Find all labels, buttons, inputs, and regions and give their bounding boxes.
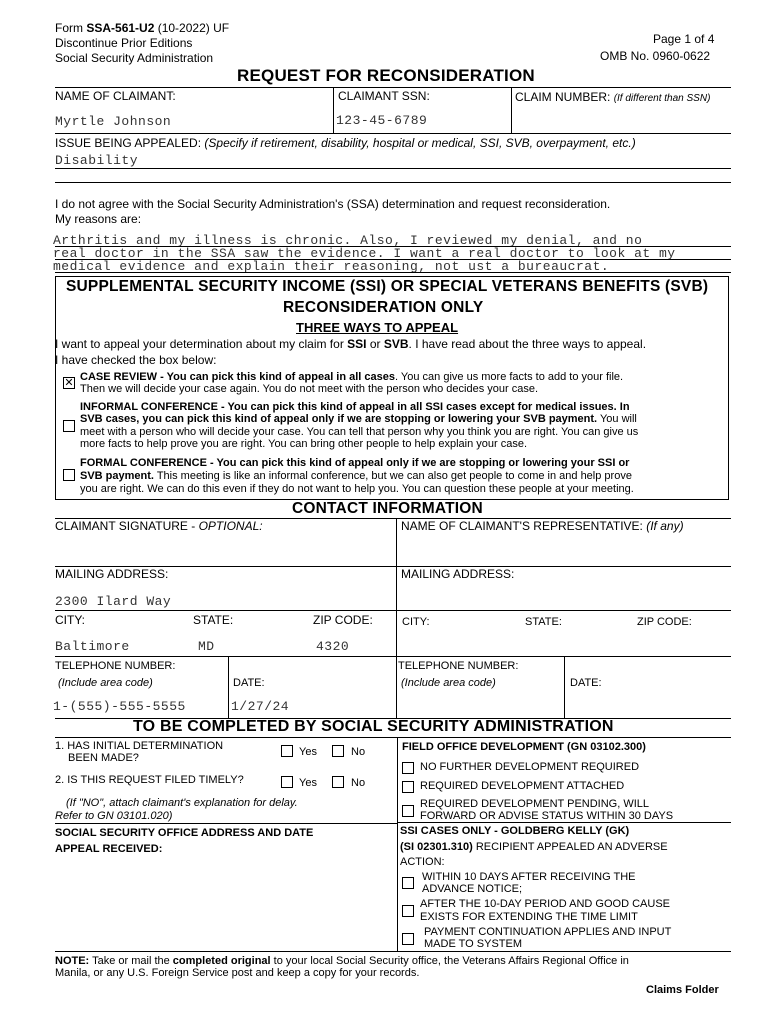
- q1-yes-label: Yes: [299, 746, 317, 758]
- gk-heading: SSI CASES ONLY - GOLDBERG KELLY (GK): [400, 825, 630, 837]
- ssi-instruction: I have checked the box below:: [55, 353, 217, 367]
- formal-conference-text-2: SVB payment. This meeting is like an informal conference, but we can also get people to come in and help prove: [80, 470, 632, 482]
- office-address-field[interactable]: [55, 858, 393, 948]
- fod-no-further-checkbox[interactable]: [402, 762, 414, 774]
- fod-attached-checkbox[interactable]: [402, 781, 414, 793]
- footer-note-2: Manila, or any U.S. Foreign Service post and keep a copy for your records.: [55, 967, 420, 979]
- q2-yes-checkbox[interactable]: [281, 776, 293, 788]
- claim-number-label: CLAIM NUMBER: (If different than SSN): [515, 90, 711, 104]
- rep-phone-note: (Include area code): [401, 677, 496, 689]
- gk-payment-label: PAYMENT CONTINUATION APPLIES AND INPUT: [424, 926, 672, 938]
- informal-conference-text-2: SVB cases, you can pick this kind of appeal only if we are stopping or lowering your SVB payment. You will: [80, 413, 637, 425]
- signature-field[interactable]: [55, 535, 393, 563]
- form-title: REQUEST FOR RECONSIDERATION: [237, 66, 535, 85]
- q1-no-checkbox[interactable]: [332, 745, 344, 757]
- ssa-heading: TO BE COMPLETED BY SOCIAL SECURITY ADMINISTRATION: [133, 718, 614, 735]
- rep-city-state-zip-field[interactable]: [400, 632, 728, 654]
- case-review-text-2: Then we will decide your case again. You do not meet with the person who decides your case.: [80, 383, 538, 395]
- ssi-intro: I want to appeal your determination about my claim for SSI or SVB. I have read about the three ways to appeal.: [55, 337, 647, 351]
- fod-pending-label-2: FORWARD OR ADVISE STATUS WITHIN 30 DAYS: [420, 810, 674, 822]
- claims-folder-label: Claims Folder: [646, 984, 719, 996]
- gk-after-10-label-2: EXISTS FOR EXTENDING THE TIME LIMIT: [420, 911, 638, 923]
- issue-label: ISSUE BEING APPEALED: (Specify if retirement, disability, hospital or medical, SSI, SVB, overpayment, etc.): [55, 136, 636, 150]
- fod-pending-label: REQUIRED DEVELOPMENT PENDING, WILL: [420, 798, 650, 810]
- mailing-address-field[interactable]: 2300 Ilard Way: [55, 594, 172, 609]
- informal-conference-text-4: more facts to help prove you are right. You can bring other people to help explain your case.: [80, 438, 528, 450]
- claimant-ssn-field[interactable]: 123-45-6789: [336, 113, 428, 128]
- zip-field[interactable]: 4320: [316, 639, 350, 654]
- contact-heading: CONTACT INFORMATION: [292, 500, 483, 517]
- fod-pending-checkbox[interactable]: [402, 805, 414, 817]
- delay-note-2: Refer to GN 03101.020): [55, 810, 173, 822]
- gk-within-10-label-2: ADVANCE NOTICE;: [422, 883, 523, 895]
- fod-no-further-label: NO FURTHER DEVELOPMENT REQUIRED: [420, 761, 640, 773]
- three-ways-heading: THREE WAYS TO APPEAL: [296, 320, 459, 335]
- ssi-title: SUPPLEMENTAL SECURITY INCOME (SSI) OR SPECIAL VETERANS BENEFITS (SVB): [66, 278, 709, 295]
- q1-label: 1. HAS INITIAL DETERMINATION: [55, 740, 224, 752]
- claimant-ssn-label: CLAIMANT SSN:: [338, 89, 430, 103]
- informal-conference-text: INFORMAL CONFERENCE - You can pick this kind of appeal in all SSI cases except for medical issues. In: [80, 401, 630, 413]
- state-label: STATE:: [193, 613, 234, 627]
- rep-phone-label: TELEPHONE NUMBER:: [398, 660, 519, 672]
- rep-zip-label: ZIP CODE:: [637, 616, 692, 628]
- q2-label: 2. IS THIS REQUEST FILED TIMELY?: [55, 774, 244, 786]
- rep-mailing-address-label: MAILING ADDRESS:: [401, 567, 515, 581]
- city-field[interactable]: Baltimore: [55, 639, 130, 654]
- mailing-address-label: MAILING ADDRESS:: [55, 567, 169, 581]
- case-review-text: CASE REVIEW - You can pick this kind of appeal in all cases. You can give us more facts to add to your file.: [80, 371, 624, 383]
- city-label: CITY:: [55, 613, 86, 627]
- q1-no-label: No: [351, 746, 366, 758]
- page-number: Page 1 of 4: [653, 32, 715, 46]
- rep-city-label: CITY:: [402, 616, 430, 628]
- claimant-name-field[interactable]: Myrtle Johnson: [55, 114, 172, 129]
- formal-conference-text: FORMAL CONFERENCE - You can pick this kind of appeal only if we are stopping or lowering your SSI or: [80, 457, 630, 469]
- date-field[interactable]: 1/27/24: [231, 699, 290, 714]
- reasons-statement: I do not agree with the Social Security Administration's (SSA) determination and request reconsideration.: [55, 197, 611, 211]
- omb-number: OMB No. 0960-0622: [600, 49, 711, 63]
- rep-date-field[interactable]: [568, 694, 728, 714]
- discontinue-note: Discontinue Prior Editions: [55, 36, 193, 50]
- reasons-label: My reasons are:: [55, 212, 142, 226]
- state-field[interactable]: MD: [198, 639, 215, 654]
- zip-label: ZIP CODE:: [313, 613, 373, 627]
- phone-field[interactable]: 1-(555)-555-5555: [53, 699, 186, 714]
- office-address-label-2: APPEAL RECEIVED:: [55, 843, 163, 855]
- office-address-label: SOCIAL SECURITY OFFICE ADDRESS AND DATE: [55, 827, 314, 839]
- gk-payment-checkbox[interactable]: [402, 933, 414, 945]
- rep-date-label: DATE:: [570, 677, 602, 689]
- formal-conference-text-3: you are right. We can do this even if they do not want to help you. You can question these people at your meeting.: [80, 483, 634, 495]
- q1-yes-checkbox[interactable]: [281, 745, 293, 757]
- fod-attached-label: REQUIRED DEVELOPMENT ATTACHED: [420, 780, 625, 792]
- delay-note: (If "NO", attach claimant's explanation for delay.: [66, 797, 298, 809]
- footer-note: NOTE: Take or mail the completed original to your local Social Security office, the Veterans Affairs Regional Office in: [55, 955, 629, 967]
- gk-description: (SI 02301.310) RECIPIENT APPEALED AN ADVERSE: [400, 841, 668, 853]
- rep-mailing-address-field[interactable]: [400, 585, 728, 607]
- rep-state-label: STATE:: [525, 616, 562, 628]
- claimant-name-label: NAME OF CLAIMANT:: [55, 89, 176, 103]
- fod-heading: FIELD OFFICE DEVELOPMENT (GN 03102.300): [402, 741, 646, 753]
- formal-conference-checkbox[interactable]: [63, 469, 75, 481]
- form-id: Form SSA-561-U2 (10-2022) UF: [55, 21, 230, 35]
- reasons-field[interactable]: Arthritis and my illness is chronic. Also, I reviewed my denial, and no real doctor in the SSA saw the evidence. I want a real doctor to look at my medical evidence and explain their reasoning, not ust a bureaucrat.: [53, 233, 676, 274]
- issue-field[interactable]: Disability: [55, 153, 139, 168]
- agency-name: Social Security Administration: [55, 51, 214, 65]
- informal-conference-checkbox[interactable]: [63, 420, 75, 432]
- q2-no-checkbox[interactable]: [332, 776, 344, 788]
- signature-label: CLAIMANT SIGNATURE - OPTIONAL:: [55, 519, 263, 533]
- gk-after-10-checkbox[interactable]: [402, 905, 414, 917]
- gk-payment-label-2: MADE TO SYSTEM: [424, 938, 523, 950]
- phone-note: (Include area code): [58, 677, 153, 689]
- case-review-checkbox[interactable]: ✕: [64, 377, 74, 389]
- gk-after-10-label: AFTER THE 10-DAY PERIOD AND GOOD CAUSE: [420, 898, 670, 910]
- date-label: DATE:: [233, 677, 265, 689]
- gk-within-10-checkbox[interactable]: [402, 877, 414, 889]
- representative-label: NAME OF CLAIMANT'S REPRESENTATIVE: (If any): [401, 519, 684, 533]
- q1-label-2: BEEN MADE?: [68, 752, 139, 764]
- gk-action-label: ACTION:: [400, 856, 445, 868]
- phone-label: TELEPHONE NUMBER:: [55, 660, 176, 672]
- q2-yes-label: Yes: [299, 777, 317, 789]
- representative-field[interactable]: [400, 535, 728, 563]
- gk-within-10-label: WITHIN 10 DAYS AFTER RECEIVING THE: [422, 871, 636, 883]
- form-number: SSA-561-U2: [86, 21, 155, 35]
- q2-no-label: No: [351, 777, 366, 789]
- informal-conference-text-3: meet with a person who will decide your case. You can tell that person why you think you are right. You can give us: [80, 426, 639, 438]
- rep-phone-field[interactable]: [400, 694, 560, 714]
- ssi-subtitle: RECONSIDERATION ONLY: [283, 299, 484, 316]
- claim-number-field[interactable]: [514, 110, 728, 130]
